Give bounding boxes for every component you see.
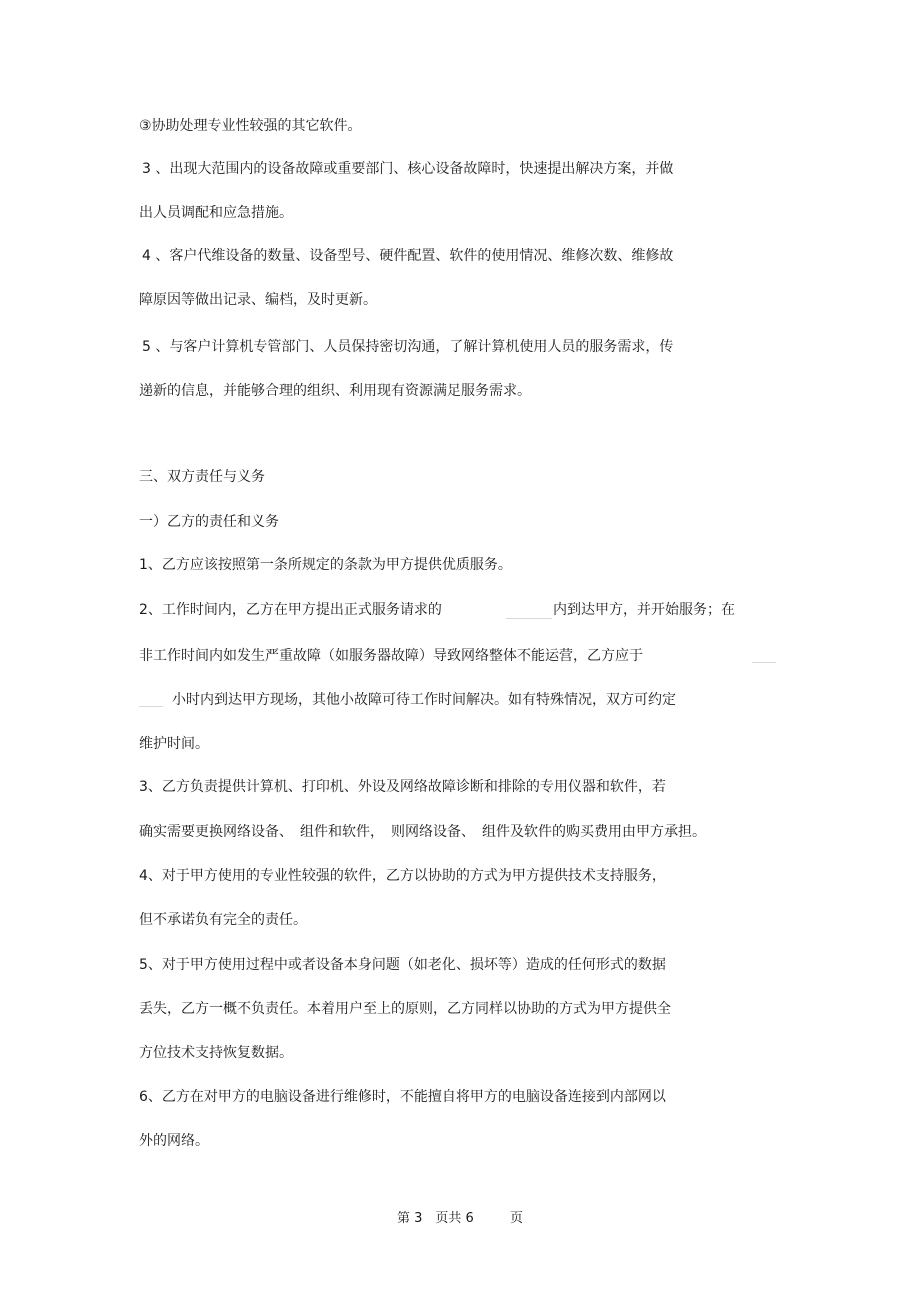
section-heading: 三、双方责任与义务	[139, 469, 265, 485]
page-number-suffix: 页	[510, 1211, 524, 1226]
text-line: 6、乙方在对甲方的电脑设备进行维修时，不能擅自将甲方的电脑设备连接到内部网以	[139, 1089, 666, 1105]
text-line: 丢失，乙方一概不负责任。本着用户至上的原则，乙方同样以协助的方式为甲方提供全	[139, 1001, 671, 1017]
text-line: 递新的信息，并能够合理的组织、利用现有资源满足服务需求。	[139, 383, 531, 399]
text-line: 出人员调配和应急措施。	[139, 205, 293, 221]
text-line: 3 、出现大范围内的设备故障或重要部门、核心设备故障时，快速提出解决方案，并做	[142, 161, 674, 177]
fill-in-blank	[139, 706, 163, 707]
text-line: 小时内到达甲方现场，其他小故障可待工作时间解决。如有特殊情况，双方可约定	[172, 692, 676, 708]
text-line: 4、对于甲方使用的专业性较强的软件，乙方以协助的方式为甲方提供技术支持服务，	[139, 868, 666, 884]
subsection-heading: 一）乙方的责任和义务	[139, 514, 279, 530]
text-line: 非工作时间内如发生严重故障（如服务器故障）导致网络整体不能运营，乙方应于	[139, 648, 643, 664]
page-footer	[0, 1209, 920, 1229]
text-line: 确实需要更换网络设备、 组件和软件， 则网络设备、 组件及软件的购买费用由甲方承担。	[139, 824, 706, 840]
fill-in-blank	[506, 618, 552, 619]
text-line: 外的网络。	[139, 1133, 209, 1149]
text-line: 5 、与客户计算机专管部门、人员保持密切沟通，了解计算机使用人员的服务需求，传	[142, 339, 674, 355]
text-line: 5、对于甲方使用过程中或者设备本身问题（如老化、损坏等）造成的任何形式的数据	[139, 957, 666, 973]
text-line: 4 、客户代维设备的数量、设备型号、硬件配置、软件的使用情况、维修次数、维修故	[142, 248, 674, 264]
text-line: 障原因等做出记录、编档，及时更新。	[139, 292, 377, 308]
text-line: 内到达甲方，并开始服务；在	[553, 602, 735, 618]
text-line: 维护时间。	[139, 736, 209, 752]
text-line: ③协助处理专业性较强的其它软件。	[139, 118, 362, 134]
text-line: 2、工作时间内，乙方在甲方提出正式服务请求的	[139, 602, 442, 618]
page-number-label: 第 3 页共 6	[396, 1211, 474, 1226]
text-line: 1、乙方应该按照第一条所规定的条款为甲方提供优质服务。	[139, 557, 512, 573]
fill-in-blank	[752, 662, 776, 663]
text-line: 3、乙方负责提供计算机、打印机、外设及网络故障诊断和排除的专用仪器和软件，若	[139, 779, 666, 795]
text-line: 方位技术支持恢复数据。	[139, 1045, 293, 1061]
text-line: 但不承诺负有完全的责任。	[139, 912, 307, 928]
